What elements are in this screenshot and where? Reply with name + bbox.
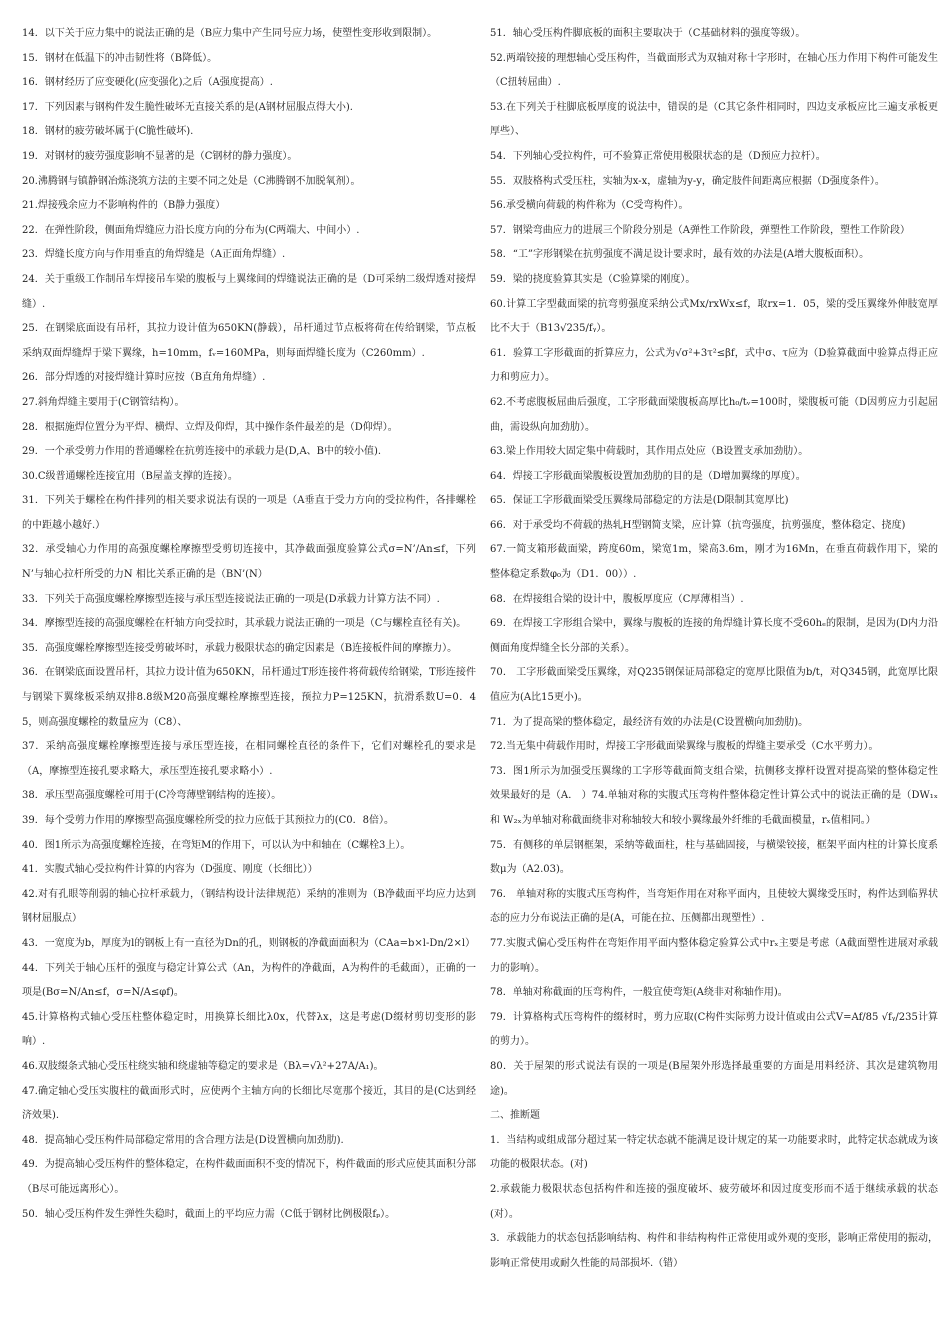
- question-item: 21.焊接残余应力不影响构件的（B静力强度）: [22, 200, 226, 212]
- question-item: 37．采纳高强度螺栓摩擦型连接与承压型连接，在相同螺栓直径的条件下，它们对螺栓孔的要求是（A，摩擦型连接孔要求略大，承压型连接孔要求略小）.: [22, 741, 476, 777]
- question-item: 27.斜角焊缝主要用于(C钢管结构）。: [22, 396, 185, 408]
- question-item: 55．双肢格构式受压柱，实轴为x-x，虚轴为y-y，确定肢件间距离应根据（D强度条件）。: [490, 175, 885, 187]
- question-item: 19．对钢材的疲劳强度影响不显著的是（C钢材的静力强度）。: [22, 150, 298, 162]
- question-item: 25．在钢梁底面设有吊杆，其拉力设计值为650KN(静载），吊杆通过节点板将荷在传给钢梁，节点板采纳双面焊缝焊于梁下翼缘，h=10mm，fᵥ=160MPa，则每面焊缝长度为（C260mm）.: [22, 323, 476, 359]
- question-item: 47.确定轴心受压实腹柱的截面形式时，应使两个主轴方向的长细比尽宽那个接近，其目的是(C达到经济效果).: [22, 1085, 476, 1122]
- question-item: 71．为了提高梁的整体稳定，最经济有效的办法是(C设置横向加劲肋)。: [490, 716, 809, 728]
- question-item: 60.计算工字型截面梁的抗弯剪强度采纳公式Mx/rxWx≤f，取rx=1．05，梁的受压翼缘外伸肢宽厚比不大于（B13√235/fᵧ）。: [490, 298, 938, 335]
- question-item: 18．钢材的疲劳破坏属于(C脆性破坏).: [22, 126, 194, 138]
- question-item: 72.当无集中荷载作用时，焊接工字形截面梁翼缘与腹板的焊缝主要承受（C水平剪力）。: [490, 741, 879, 753]
- question-item: 64．焊接工字形截面梁腹板设置加劲肋的目的是（D增加翼缘的厚度）。: [490, 470, 806, 482]
- question-item: 67.一简支箱形截面梁，跨度60m，梁宽1m，梁高3.6m，刚才为16Mn，在垂直荷载作用下，梁的整体稳定系数φ₀为（D1．00））.: [490, 544, 938, 581]
- question-item: 45.计算格构式轴心受压柱整体稳定时，用换算长细比λ0x，代替λx，这是考虑(D缀材剪切变形的影响）.: [22, 1011, 476, 1048]
- question-item: 16．钢材经历了应变硬化(应变强化)之后（A强度提高）.: [22, 77, 273, 89]
- question-item: 二、推断题: [490, 1110, 540, 1122]
- question-item: 41．实腹式轴心受拉构件计算的内容为（D强度、刚度（长细比））: [22, 864, 318, 876]
- question-item: 58．“工”字形钢梁在抗剪强度不满足设计要求时，最有效的办法是(A增大腹板面积）。: [490, 249, 870, 261]
- question-item: 2.承载能力极限状态包括构件和连接的强度破坏、疲劳破坏和因过度变形而不适于继续承载的状态(对）。: [490, 1183, 938, 1220]
- question-item: 23．焊缝长度方向与作用垂直的角焊缝是（A正面角焊缝）.: [22, 249, 286, 261]
- question-item: 63.梁上作用较大固定集中荷载时，其作用点处应（B设置支承加劲肋）。: [490, 446, 809, 458]
- question-item: 57．钢梁弯曲应力的进展三个阶段分别是（A弹性工作阶段，弹塑性工作阶段，塑性工作阶段）: [490, 224, 910, 236]
- question-item: 77.实腹式偏心受压构件在弯矩作用平面内整体稳定验算公式中rₓ主要是考虑（A截面塑性进展对承载力的影响）。: [490, 937, 938, 974]
- question-item: 28．根据施焊位置分为平焊、横焊、立焊及仰焊，其中操作条件最差的是（D仰焊）。: [22, 421, 398, 433]
- question-item: 73．图1所示为加强受压翼缘的工字形等截面简支组合梁，抗侧移支撑杆设置对提高梁的整体稳定性效果最好的是（A． ）74.单轴对称的实腹式压弯构件整体稳定性计算公式中的说法正确的是（DW₁ₓ和 W₂ₓ为单轴对称截面绕非对称轴较大和较小翼缘最外纤维的毛截面模量，rₓ值相同。）: [490, 765, 938, 826]
- question-item: 48．提高轴心受压构件局部稳定常用的含合理方法是(D设置横向加劲肋).: [22, 1134, 344, 1146]
- question-item: 56.承受横向荷载的构件称为（C受弯构件）。: [490, 200, 689, 212]
- question-item: 80．关于屋架的形式说法有误的一项是(B屋架外形选择最重要的方面是用料经济、其次是建筑物用途)。: [490, 1060, 938, 1097]
- question-item: 36．在钢梁底面设置吊杆，其拉力设计值为650KN，吊杆通过T形连接件将荷载传给钢梁，T形连接件与钢梁下翼缘板采纳双排8.8级M20高强度螺栓摩擦型连接，预拉力P=125KN，抗滑系数U=0．45，则高强度螺栓的数量应为（C8）、: [22, 667, 476, 728]
- question-item: 3．承载能力的状态包括影响结构、构件和非结构构件正常使用或外观的变形，影响正常使用的振动，影响正常使用或耐久性能的局部损坏.（错）: [490, 1233, 938, 1269]
- question-item: 1．当结构或组成部分超过某一特定状态就不能满足设计规定的某一功能要求时，此特定状态就成为该功能的极限状态。(对): [490, 1134, 938, 1171]
- question-item: 17．下列因素与钢构件发生脆性破坏无直接关系的是(A钢材屈服点得大小).: [22, 101, 353, 113]
- question-item: 46.双肢缀条式轴心受压柱绕实轴和绕虚轴等稳定的要求是（Bλ=√λ²+27A/A₁)。: [22, 1060, 384, 1072]
- question-item: 24．关于重级工作制吊车焊接吊车梁的腹板与上翼缘间的焊缝说法正确的是（D可采纳二级焊透对接焊缝）.: [22, 273, 476, 310]
- question-item: 66．对于承受均不荷载的热轧H型钢简支梁，应计算（抗弯强度，抗剪强度，整体稳定、挠度): [490, 519, 906, 531]
- question-item: 29．一个承受剪力作用的普通螺栓在抗剪连接中的承载力是(D,A、B中的较小值).: [22, 446, 382, 458]
- question-item: 52.两端铰接的理想轴心受压构件，当截面形式为双轴对称十字形时，在轴心压力作用下构件可能发生（C扭转屈曲）.: [490, 52, 938, 89]
- question-item: 59．梁的挠度验算其实是（C验算梁的刚度）。: [490, 273, 696, 285]
- right-column: [490, 22, 938, 1344]
- question-item: 51．轴心受压构件脚底板的面积主要取决于（C基础材料的强度等级）。: [490, 28, 806, 39]
- question-item: 70． 工字形截面梁受压翼缘，对Q235钢保证局部稳定的宽厚比限值为b/t，对Q345钢，此宽厚比限值应为(A比15更小)。: [490, 667, 938, 704]
- question-item: 61．验算工字形截面的折算应力，公式为√σ²+3τ²≤βf，式中σ、τ应为（D验算截面中验算点得正应力和剪应力）。: [490, 347, 938, 384]
- question-item: 32．承受轴心力作用的高强度螺栓摩擦型受剪切连接中，其净截面强度验算公式σ=N’/An≤f，下列N’与轴心拉杆所受的力N 相比关系正确的是（BN’(N）: [22, 544, 476, 581]
- question-item: 26．部分焊透的对接焊缝计算时应按（B直角角焊缝）.: [22, 372, 266, 384]
- question-item: 39．每个受剪力作用的摩擦型高强度螺栓所受的拉力应低于其预拉力的(C0．8倍）。: [22, 815, 395, 826]
- question-item: 65．保证工字形截面梁受压翼缘局部稳定的方法是(D限制其宽厚比): [490, 495, 789, 507]
- question-item: 35．高强度螺栓摩擦型连接受剪破坏时，承载力极限状态的确定因素是（B连接板件间的摩擦力）。: [22, 642, 458, 654]
- question-item: 15．钢材在低温下的冲击韧性将（B降低）。: [22, 52, 218, 64]
- question-item: 14．以下关于应力集中的说法正确的是（B应力集中产生同号应力场，使塑性变形收到限制）。: [22, 28, 438, 39]
- question-item: 40．图1所示为高强度螺栓连接，在弯矩M的作用下，可以认为中和轴在（C螺栓3上）。: [22, 839, 411, 851]
- question-item: 33．下列关于高强度螺栓摩擦型连接与承压型连接说法正确的一项是(D承载力计算方法不同）.: [22, 593, 440, 605]
- question-item: 22．在弹性阶段，侧面角焊缝应力沿长度方向的分布为(C两端大、中间小）.: [22, 224, 360, 236]
- question-item: 62.不考虑腹板屈曲后强度，工字形截面梁腹板高厚比h₀/tᵥ=100时，梁腹板可能（D因剪应力引起屈曲，需设纵向加劲肋）。: [490, 396, 938, 433]
- question-item: 42.对有孔眼等削弱的轴心拉杆承载力，（钢结构设计法律规范）采纳的准则为（B净截面平均应力达到钢材屈服点）: [22, 888, 476, 925]
- question-item: 49．为提高轴心受压构件的整体稳定，在构件截面面积不变的情况下，构件截面的形式应使其面积分部（B尽可能远离形心）。: [22, 1159, 476, 1195]
- question-item: 20.沸腾钢与镇静钢冶炼浇筑方法的主要不同之处是（C沸腾钢不加脱氧剂）。: [22, 175, 361, 187]
- question-item: 31．下列关于螺栓在构件排列的相关要求说法有误的一项是（A垂直于受力方向的受拉构件，各排螺栓的中距越小越好.）: [22, 495, 476, 531]
- question-item: 53.在下列关于柱脚底板厚度的说法中，错误的是（C其它条件相同时，四边支承板应比三遍支承板更厚些）、: [490, 101, 938, 138]
- left-column: [22, 22, 476, 1344]
- question-item: 50．轴心受压构件发生弹性失稳时，截面上的平均应力需（C低于钢材比例极限fₚ）。: [22, 1208, 396, 1220]
- question-item: 68．在焊接组合梁的设计中，腹板厚度应（C厚薄相当）.: [490, 593, 744, 605]
- question-item: 76． 单轴对称的实腹式压弯构件，当弯矩作用在对称平面内，且使较大翼缘受压时，构件达到临界状态的应力分布说法正确的是(A，可能在拉、压侧都出现塑性）.: [490, 888, 938, 925]
- question-item: 75．有侧移的单层钢框架，采纳等截面柱，柱与基础固接，与横梁铰接，框架平面内柱的计算长度系数μ为（A2.03)。: [490, 839, 938, 876]
- question-item: 38．承压型高强度螺栓可用于(C冷弯薄壁钢结构的连接）。: [22, 790, 282, 802]
- question-item: 54．下列轴心受拉构件，可不验算正常使用极限状态的是（D预应力拉杆）。: [490, 150, 826, 162]
- question-item: 34．摩擦型连接的高强度螺栓在杆轴方向受拉时，其承载力说法正确的一项是（C与螺栓直径有关)。: [22, 618, 467, 630]
- question-item: 79．计算格构式压弯构件的缀材时，剪力应取(C构件实际剪力设计值或由公式V=Af/85 √fᵧ/235计算的剪力）。: [490, 1011, 938, 1048]
- question-item: 78．单轴对称截面的压弯构件，一般宜使弯矩(A绕非对称轴作用)。: [490, 987, 788, 999]
- question-item: 69．在焊接工字形组合梁中，翼缘与腹板的连接的角焊缝计算长度不受60hₑ的限制，是因为(D内力沿侧面角度焊缝全长分部的关系）。: [490, 618, 938, 654]
- question-item: 44．下列关于轴心压杆的强度与稳定计算公式（An，为构件的净截面，A为构件的毛截面），正确的一项是(Bσ=N/An≤f，σ=N/A≤φf)。: [22, 962, 476, 999]
- question-item: 43．一宽度为b，厚度为l的钢板上有一直径为Dn的孔，则钢板的净截面面积为（CAa=b×l-Dn/2×l）: [22, 937, 476, 949]
- question-item: 30.C级普通螺栓连接宜用（B屋盖支撑的连接）。: [22, 470, 238, 482]
